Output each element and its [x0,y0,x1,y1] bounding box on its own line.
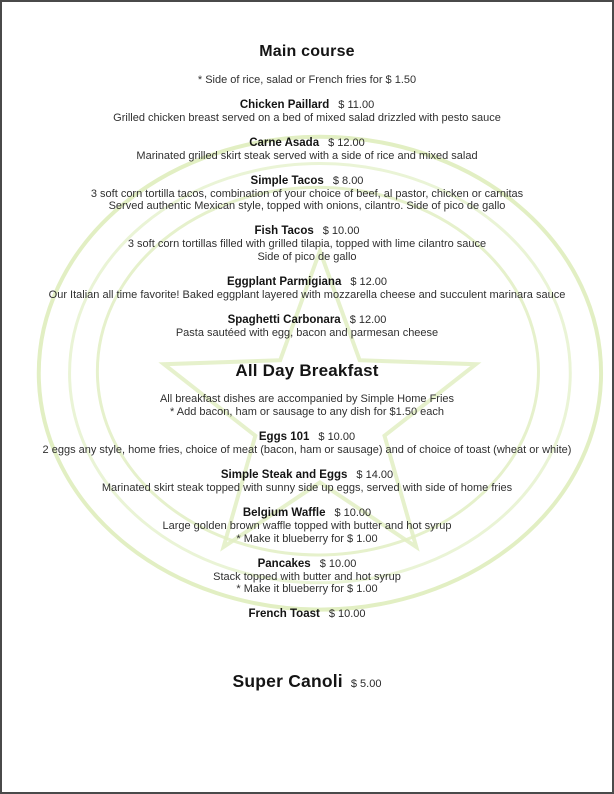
item-price: $ 10.00 [334,506,372,519]
item-header [2,99,612,112]
item-description: 2 eggs any style, home fries, choice of meat (bacon, ham or sausage) and of choice of toast (wheat or white) [42,444,572,457]
menu-section [2,44,612,339]
item-name: Carne Asada [249,136,320,149]
item-price: $ 10.00 [328,608,366,621]
item-name: French Toast [248,608,320,621]
menu-item [2,99,612,125]
item-header [2,431,612,444]
item-description: * Make it blueberry for $ 1.00 [236,532,378,545]
item-description: Served authentic Mexican style, topped with onions, cilantro. Side of pico de gallo [108,200,506,213]
section-title: All Day Breakfast [235,361,379,381]
item-description: Side of pico de gallo [257,250,357,263]
item-description: Stack topped with butter and hot syrup [213,570,401,583]
menu-item [2,608,612,621]
item-header [2,507,612,520]
item-header [2,671,612,692]
item-header [2,276,612,289]
item-name: Simple Steak and Eggs [220,469,348,482]
section-note: * Add bacon, ham or sausage to any dish for $1.50 each [170,406,444,419]
menu [2,2,612,691]
dessert-item [2,671,612,692]
item-price: $ 8.00 [332,174,364,187]
menu-item [2,469,612,495]
item-header [2,608,612,621]
item-header [2,558,612,571]
item-header [2,175,612,188]
section-title: Main course [259,43,355,60]
item-name: Belgium Waffle [242,506,326,519]
item-name: Pancakes [257,557,311,570]
item-price: $ 14.00 [356,469,394,482]
item-description: Large golden brown waffle topped with butter and hot syrup [162,519,452,532]
item-price: $ 5.00 [350,678,382,691]
item-price: $ 10.00 [319,557,357,570]
item-price: $ 10.00 [322,225,360,238]
item-description: Pasta sautéed with egg, bacon and parmesan cheese [175,326,439,339]
item-header [2,469,612,482]
menu-section [2,363,612,621]
item-description: 3 soft corn tortillas filled with grilled tilapia, topped with lime cilantro sauce [127,238,487,251]
item-name: Chicken Paillard [239,99,330,111]
section-note: All breakfast dishes are accompanied by Simple Home Fries [159,393,455,406]
menu-item [2,137,612,163]
item-header [2,137,612,150]
item-name: Fish Tacos [254,225,314,238]
item-description: Our Italian all time favorite! Baked eggplant layered with mozzarella cheese and succulent marinara sauce [48,288,566,301]
menu-item [2,314,612,340]
menu-item [2,175,612,214]
item-price: $ 12.00 [328,136,365,149]
item-name: Super Canoli [232,671,343,692]
menu-item [2,225,612,264]
item-price: $ 12.00 [350,275,388,288]
item-description: Grilled chicken breast served on a bed of mixed salad drizzled with pesto sauce [113,112,501,124]
item-name: Simple Tacos [250,174,324,187]
menu-item [2,507,612,546]
item-description: 3 soft corn tortilla tacos, combination of your choice of beef, al pastor, chicken or carnitas [90,187,524,200]
item-description: * Make it blueberry for $ 1.00 [236,583,378,596]
item-name: Eggplant Parmigiana [226,275,342,288]
item-price: $ 10.00 [318,431,356,444]
item-name: Eggs 101 [258,431,310,444]
section-notes [2,74,612,87]
section-notes [2,393,612,419]
section-note: * Side of rice, salad or French fries for $ 1.50 [197,74,417,86]
item-price: $ 11.00 [338,99,375,111]
item-header [2,225,612,238]
item-description: Marinated skirt steak topped with sunny side up eggs, served with side of home fries [101,482,513,495]
menu-item [2,558,612,597]
item-price: $ 12.00 [349,313,387,326]
menu-item [2,431,612,457]
menu-item [2,276,612,302]
item-description: Marinated grilled skirt steak served with a side of rice and mixed salad [136,149,478,162]
item-name: Spaghetti Carbonara [227,313,341,326]
item-header [2,314,612,327]
